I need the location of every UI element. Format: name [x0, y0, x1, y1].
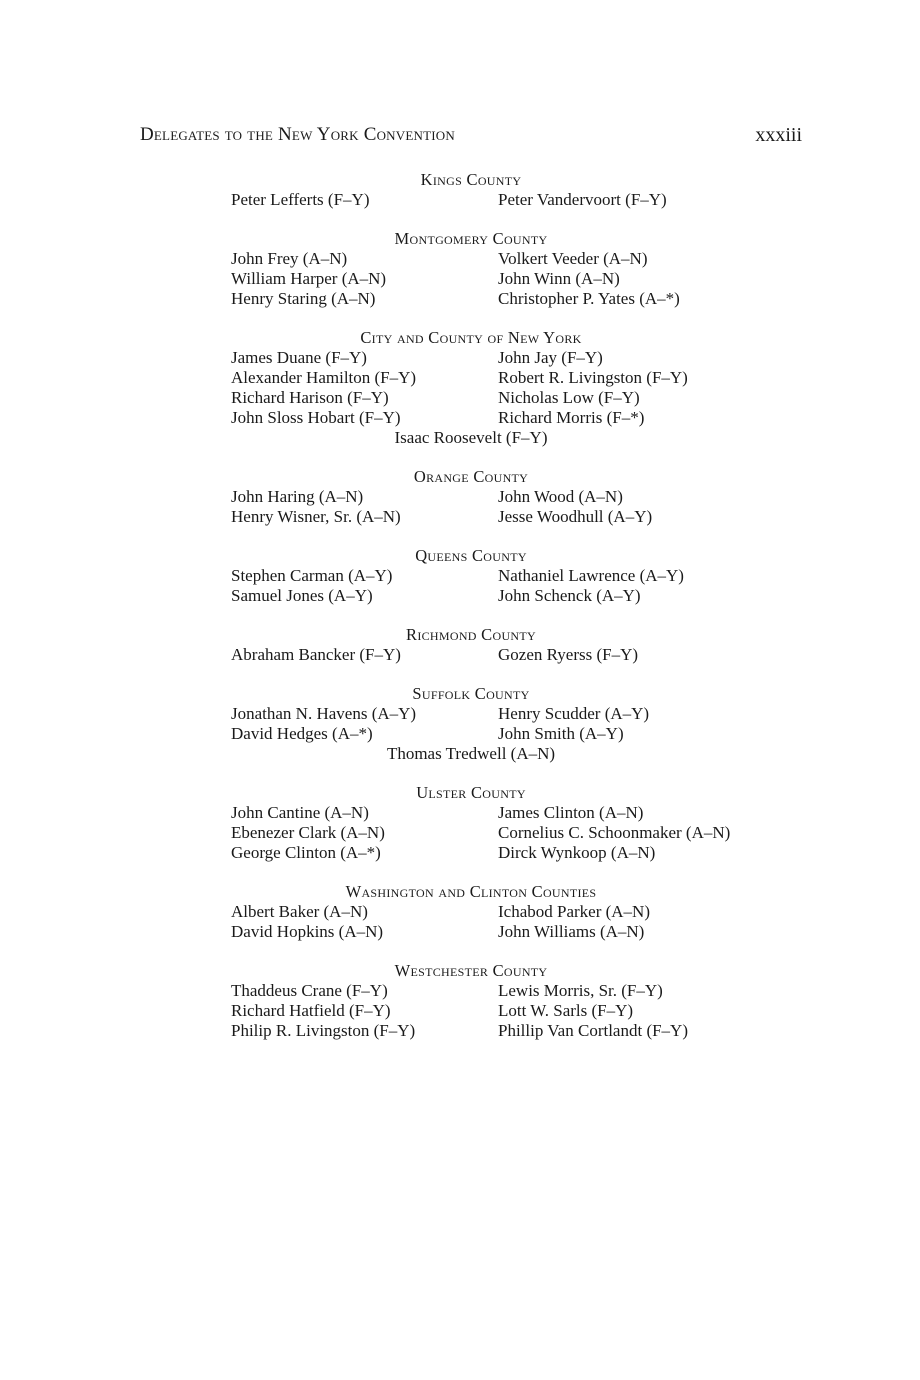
delegate-row [231, 566, 771, 586]
delegate-name: Jonathan N. Havens (A–Y) [231, 704, 417, 723]
delegate-row [231, 843, 771, 863]
delegate-row [231, 902, 771, 922]
page-number: xxxiii [755, 124, 802, 146]
county-heading: Richmond County [406, 625, 536, 644]
delegate-name: Alexander Hamilton (F–Y) [231, 368, 417, 387]
county-section [231, 170, 771, 210]
county-heading: Ulster County [416, 783, 526, 802]
delegate-name: Albert Baker (A–N) [231, 902, 368, 921]
delegate-row [231, 289, 771, 309]
delegate-name: Thaddeus Crane (F–Y) [231, 981, 388, 1000]
county-heading: Suffolk County [412, 684, 530, 703]
delegate-name: Phillip Van Cortlandt (F–Y) [498, 1021, 688, 1040]
delegate-name: Lott W. Sarls (F–Y) [498, 1001, 634, 1020]
delegate-name: Philip R. Livingston (F–Y) [231, 1021, 416, 1040]
delegate-name: Stephen Carman (A–Y) [231, 566, 393, 585]
delegate-row [231, 823, 771, 843]
delegate-row [231, 1021, 771, 1041]
delegate-name: Volkert Veeder (A–N) [498, 249, 648, 268]
delegate-row [231, 388, 771, 408]
county-section [231, 783, 771, 863]
delegate-row [231, 507, 771, 527]
delegate-name-centered: Thomas Tredwell (A–N) [386, 744, 556, 763]
delegate-name: Christopher P. Yates (A–*) [498, 289, 680, 308]
delegate-name: William Harper (A–N) [231, 269, 387, 288]
delegate-name: Peter Vandervoort (F–Y) [498, 190, 667, 209]
county-heading: Kings County [420, 170, 522, 189]
delegate-name: Henry Scudder (A–Y) [498, 704, 650, 723]
county-section [231, 229, 771, 309]
delegate-name: Ichabod Parker (A–N) [498, 902, 650, 921]
delegate-row [231, 586, 771, 606]
county-heading: Washington and Clinton Counties [345, 882, 597, 901]
delegate-row [231, 348, 771, 368]
delegate-name: John Jay (F–Y) [498, 348, 603, 367]
delegate-name: James Clinton (A–N) [498, 803, 644, 822]
county-heading: City and County of New York [360, 328, 582, 347]
delegate-name: Dirck Wynkoop (A–N) [498, 843, 656, 862]
delegate-row [231, 1001, 771, 1021]
delegate-row [231, 269, 771, 289]
delegate-name: Robert R. Livingston (F–Y) [498, 368, 688, 387]
delegate-name: Ebenezer Clark (A–N) [231, 823, 385, 842]
delegate-name: John Williams (A–N) [498, 922, 645, 941]
delegate-row [231, 922, 771, 942]
delegate-name: John Frey (A–N) [231, 249, 348, 268]
delegate-name: Samuel Jones (A–Y) [231, 586, 373, 605]
delegate-name: Jesse Woodhull (A–Y) [498, 507, 653, 526]
delegate-row [231, 981, 771, 1001]
county-heading: Orange County [413, 467, 529, 486]
delegate-row [231, 704, 771, 724]
delegate-name: John Haring (A–N) [231, 487, 364, 506]
delegate-name: Gozen Ryerss (F–Y) [498, 645, 639, 664]
running-title: Delegates to the New York Convention [140, 124, 455, 145]
county-section [231, 684, 771, 764]
delegate-name: John Wood (A–N) [498, 487, 623, 506]
delegate-name: Lewis Morris, Sr. (F–Y) [498, 981, 663, 1000]
delegate-name: Nathaniel Lawrence (A–Y) [498, 566, 684, 585]
county-heading: Montgomery County [394, 229, 548, 248]
delegate-name: Richard Hatfield (F–Y) [231, 1001, 391, 1020]
delegate-name: Abraham Bancker (F–Y) [231, 645, 401, 664]
delegate-name: Richard Morris (F–*) [498, 408, 645, 427]
delegate-name: David Hopkins (A–N) [231, 922, 384, 941]
county-section [231, 546, 771, 606]
delegate-row [231, 645, 771, 665]
county-section [231, 882, 771, 942]
delegate-name: Henry Wisner, Sr. (A–N) [231, 507, 401, 526]
delegate-row [231, 190, 771, 210]
delegate-row [231, 803, 771, 823]
delegate-row [231, 368, 771, 388]
delegate-name: John Sloss Hobart (F–Y) [231, 408, 401, 427]
delegate-list [231, 170, 771, 1060]
county-section [231, 467, 771, 527]
county-heading: Westchester County [394, 961, 548, 980]
delegate-row [231, 408, 771, 428]
delegate-name: Henry Staring (A–N) [231, 289, 376, 308]
delegate-name: James Duane (F–Y) [231, 348, 367, 367]
delegate-name: Richard Harison (F–Y) [231, 388, 389, 407]
delegate-row [231, 249, 771, 269]
delegate-name: Nicholas Low (F–Y) [498, 388, 640, 407]
delegate-name: Peter Lefferts (F–Y) [231, 190, 370, 209]
delegate-name: John Smith (A–Y) [498, 724, 624, 743]
delegate-row [231, 487, 771, 507]
delegate-name: George Clinton (A–*) [231, 843, 381, 862]
county-section [231, 328, 771, 448]
delegate-name: John Cantine (A–N) [231, 803, 369, 822]
delegate-name: John Winn (A–N) [498, 269, 620, 288]
delegate-name: David Hedges (A–*) [231, 724, 373, 743]
county-section [231, 625, 771, 665]
delegate-name-centered: Isaac Roosevelt (F–Y) [394, 428, 548, 447]
county-section [231, 961, 771, 1041]
county-heading: Queens County [415, 546, 527, 565]
delegate-name: Cornelius C. Schoonmaker (A–N) [498, 823, 731, 842]
delegate-name: John Schenck (A–Y) [498, 586, 641, 605]
running-head [140, 124, 802, 148]
delegate-row [231, 724, 771, 744]
